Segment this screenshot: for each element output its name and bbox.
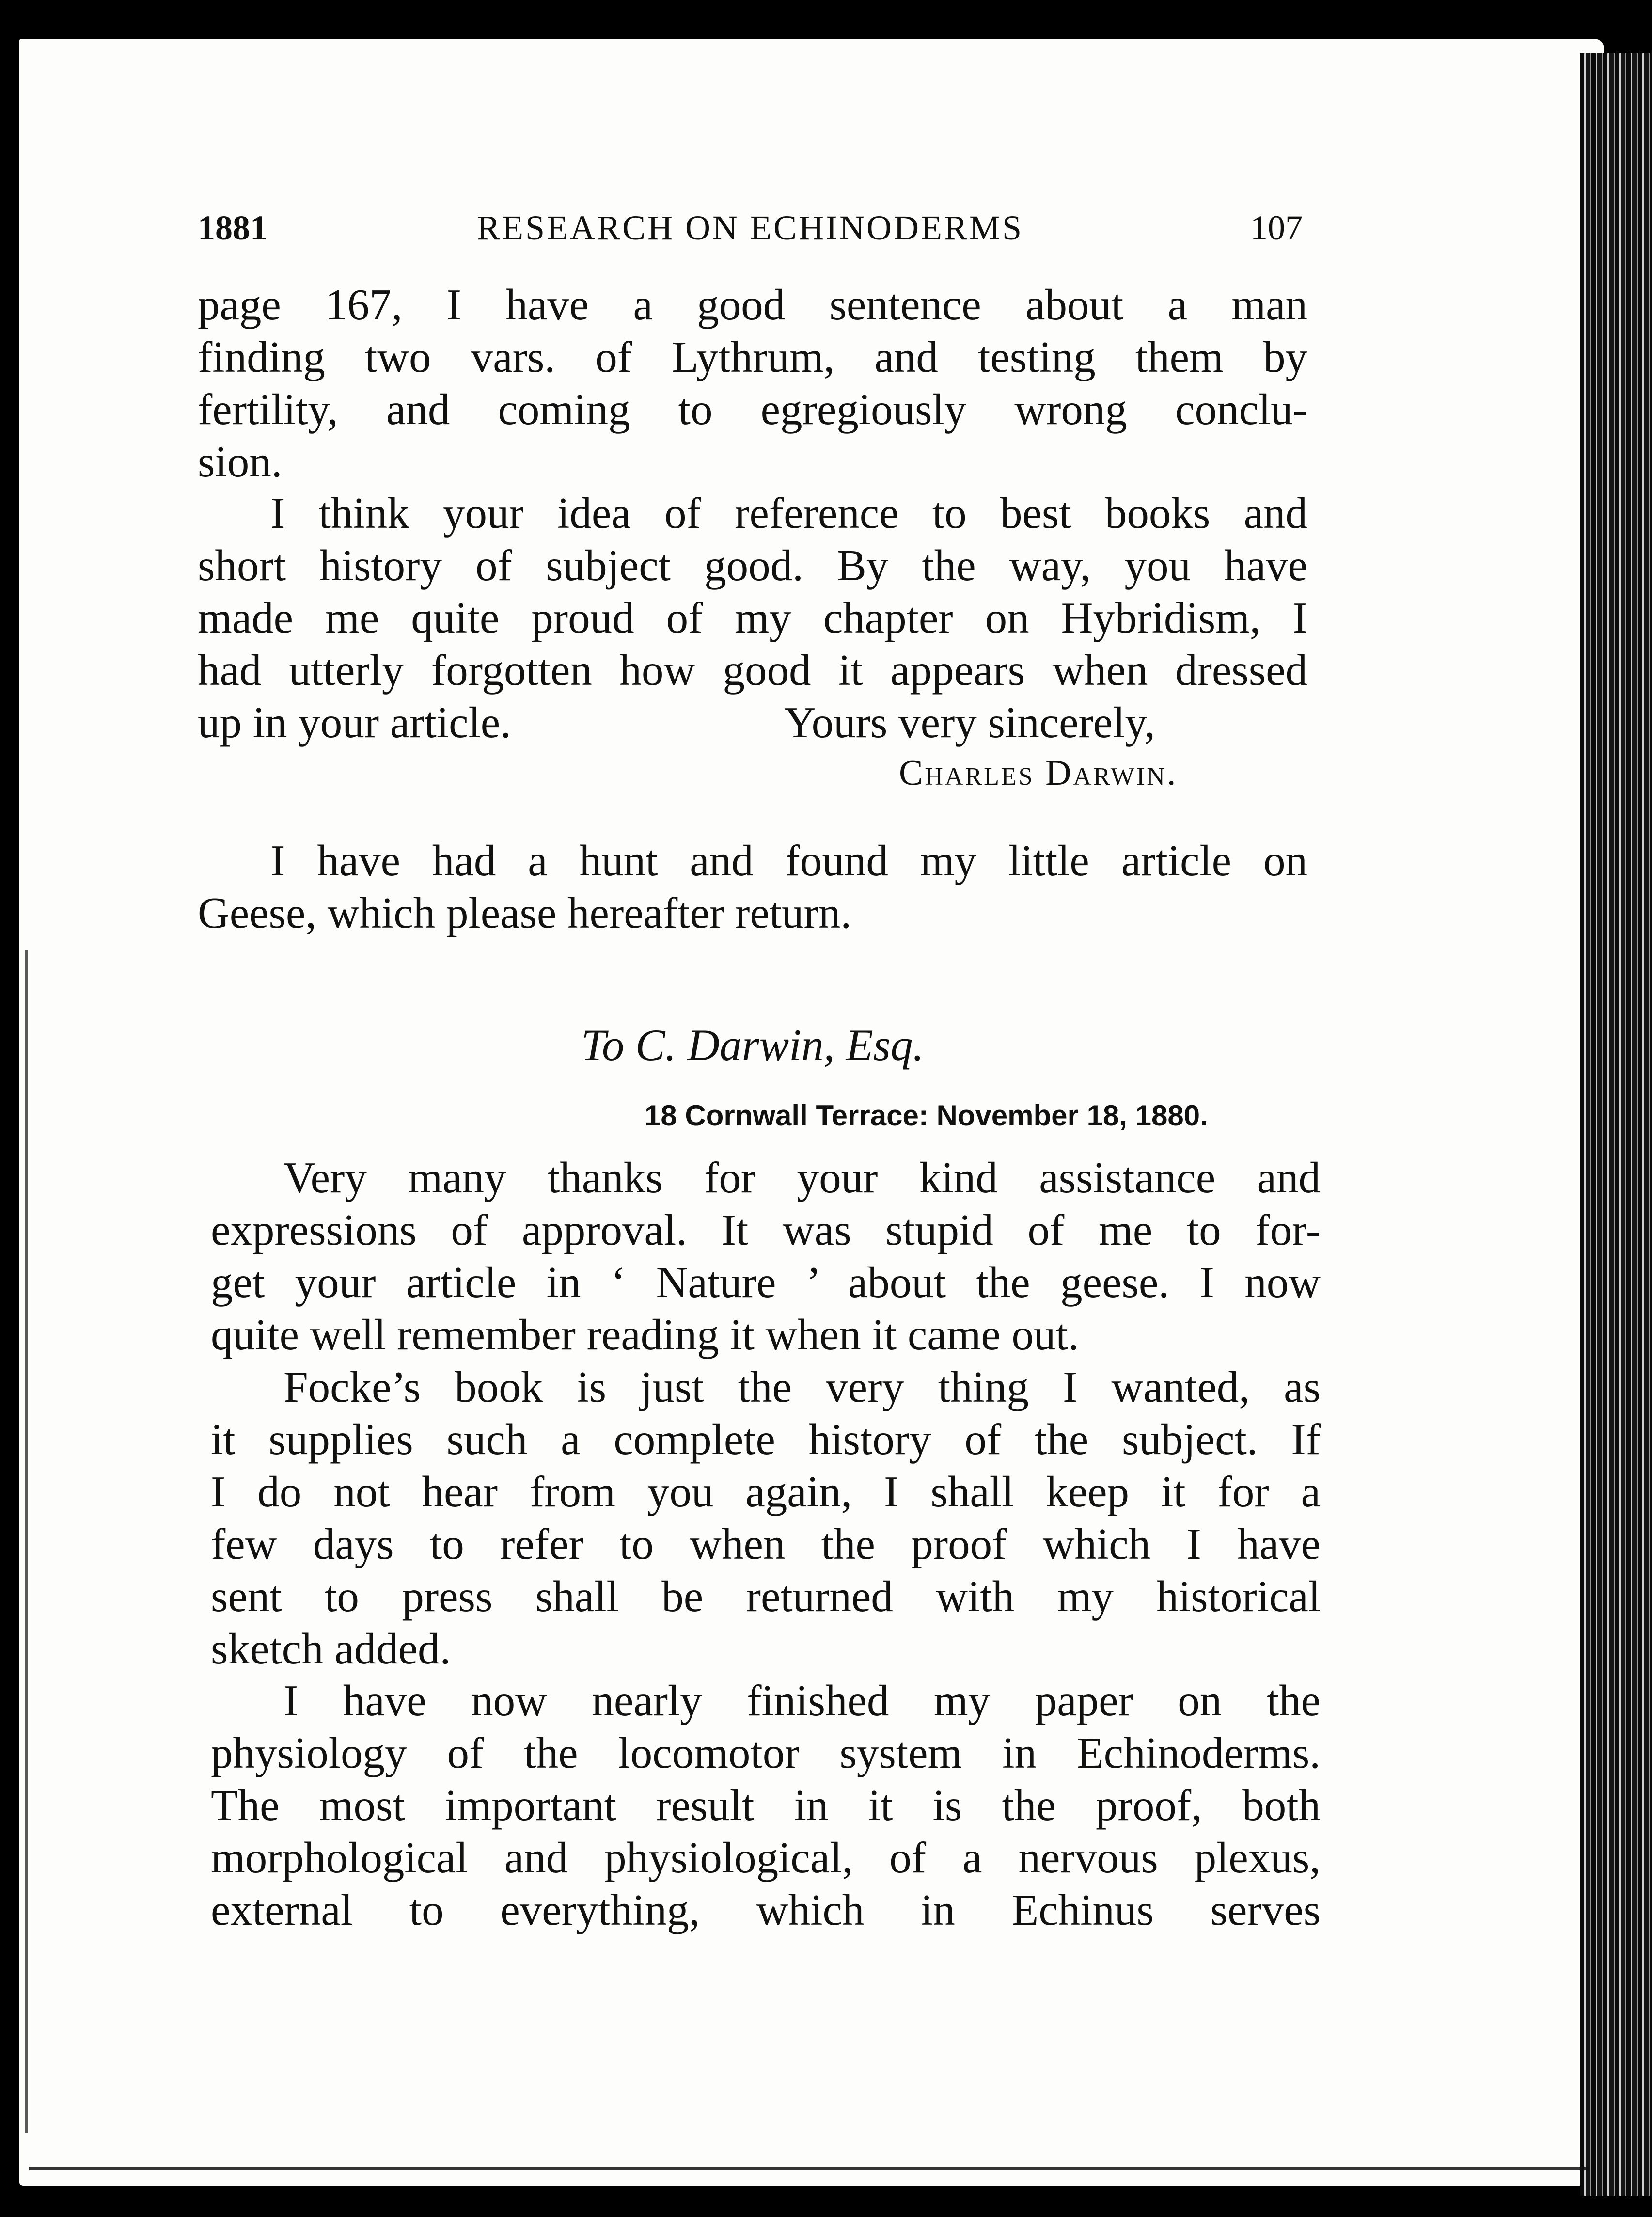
- paragraph-2: [198, 487, 1307, 697]
- valediction: Yours very sincerely,: [784, 698, 1155, 747]
- text-line: The most important result in it is the proof, both: [211, 1781, 1321, 1830]
- book-page-edges: [1580, 53, 1652, 2196]
- paragraph-1: [198, 279, 1307, 488]
- text-line: I have had a hunt and found my little article on: [270, 836, 1307, 885]
- text-line: Geese, which please hereafter return.: [198, 888, 852, 937]
- paragraph-4: [211, 1152, 1321, 1361]
- letter-heading: To C. Darwin, Esq.: [581, 1020, 924, 1070]
- paragraph-6: [211, 1675, 1321, 1936]
- text-line: had utterly forgotten how good it appears when dressed: [198, 646, 1307, 695]
- text-line: I do not hear from you again, I shall keep it for a: [211, 1467, 1321, 1516]
- text-line: quite well remember reading it when it came out.: [211, 1310, 1079, 1359]
- text-line: physiology of the locomotor system in Echinoderms.: [211, 1728, 1321, 1777]
- page-number: 107: [1250, 208, 1303, 247]
- text-line: sion.: [198, 437, 283, 486]
- text-line: finding two vars. of Lythrum, and testing them by: [198, 333, 1307, 381]
- text-line: sent to press shall be returned with my historical: [211, 1572, 1321, 1621]
- text-line: external to everything, which in Echinus serves: [211, 1885, 1321, 1934]
- bottom-edge-shadow: [29, 2167, 1589, 2170]
- text-line: I think your idea of reference to best books and: [270, 489, 1307, 538]
- running-head-year: 1881: [198, 208, 267, 247]
- text-line: short history of subject good. By the way, you have: [198, 541, 1307, 590]
- text-line: Focke’s book is just the very thing I wanted, as: [283, 1362, 1321, 1411]
- text-line: fertility, and coming to egregiously wrong conclu-: [198, 385, 1307, 434]
- text-line: get your article in ‘ Nature ’ about the geese. I now: [211, 1258, 1321, 1307]
- text-line: made me quite proud of my chapter on Hybridism, I: [198, 593, 1307, 642]
- text-line: morphological and physiological, of a nervous plexus,: [211, 1833, 1321, 1882]
- closing-text: up in your article.: [198, 698, 511, 747]
- text-line: expressions of approval. It was stupid of me to for-: [211, 1205, 1321, 1254]
- closing-line: [198, 697, 1307, 749]
- letter-address-date: 18 Cornwall Terrace: November 18, 1880.: [645, 1099, 1208, 1132]
- running-head: [198, 204, 1303, 252]
- paragraph-5: [211, 1361, 1321, 1675]
- gutter-shadow: [25, 950, 28, 2133]
- running-head-title: RESEARCH ON ECHINODERMS: [476, 208, 1024, 247]
- text-line: sketch added.: [211, 1624, 451, 1673]
- text-line: I have now nearly finished my paper on the: [283, 1676, 1321, 1725]
- text-line: it supplies such a complete history of the subject. If: [211, 1415, 1321, 1464]
- text-line: Very many thanks for your kind assistance and: [283, 1153, 1321, 1202]
- signature-charles-darwin: Charles Darwin.: [899, 753, 1178, 793]
- text-line: page 167, I have a good sentence about a man: [198, 280, 1307, 329]
- postscript-paragraph: [198, 835, 1307, 939]
- text-line: few days to refer to when the proof which I have: [211, 1520, 1321, 1568]
